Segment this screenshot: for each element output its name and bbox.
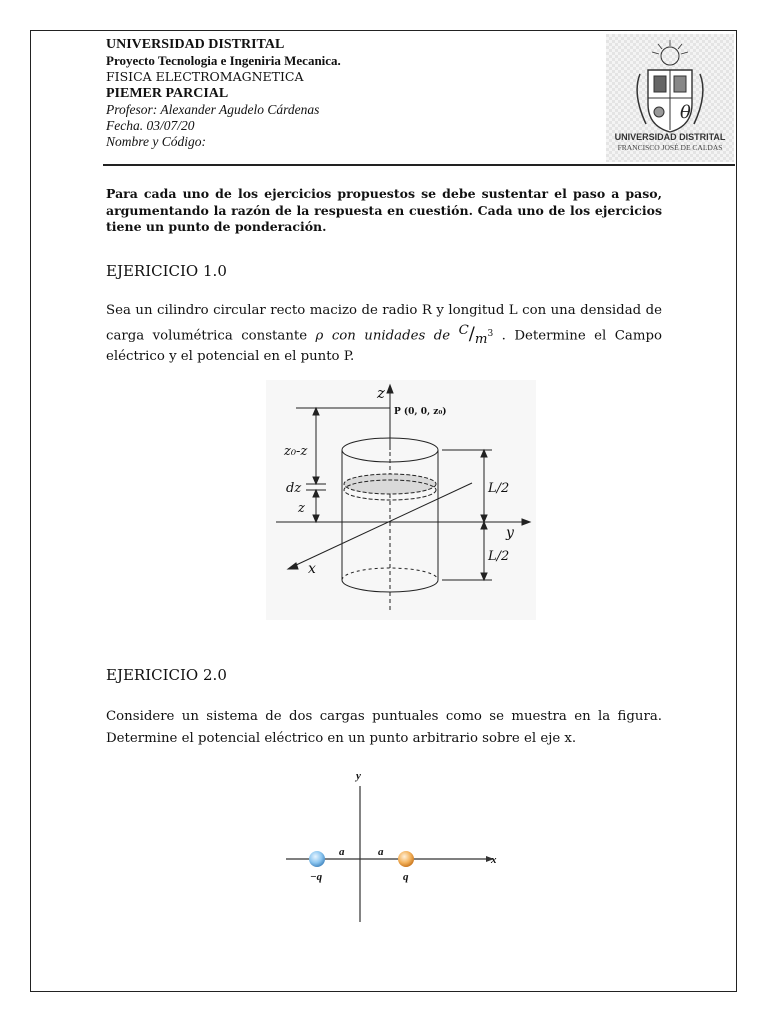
header-rule bbox=[103, 164, 735, 166]
fig1-label-z0z: z₀-z bbox=[284, 444, 308, 459]
cylinder-figure bbox=[266, 380, 536, 620]
units-exp: 3 bbox=[487, 328, 494, 339]
fig1-label-y: y bbox=[506, 525, 514, 541]
charges-figure bbox=[280, 770, 504, 930]
project-name: Proyecto Tecnologia e Ingeniria Mecanica. bbox=[106, 53, 341, 69]
course-name: FISICA ELECTROMAGNETICA bbox=[106, 69, 304, 85]
fig2-label-a-right: a bbox=[378, 846, 384, 858]
fig1-label-z: z bbox=[377, 384, 385, 402]
exercise1-title: EJERICICIO 1.0 bbox=[106, 262, 227, 280]
fig1-label-dz: dz bbox=[286, 481, 302, 496]
fig1-label-x: x bbox=[308, 561, 316, 577]
fig2-label-q: q bbox=[403, 871, 409, 883]
positive-charge bbox=[398, 851, 414, 867]
fig1-label-p: P (0, 0, z₀) bbox=[394, 407, 447, 417]
fig2-label-x: x bbox=[491, 854, 497, 866]
rho-units-text: ρ con unidades de bbox=[315, 327, 451, 343]
exercise2-statement: Considere un sistema de dos cargas puntuales como se muestra en la figura. Determine el potencial eléctrico en un punto arbitrario sobre el eje x. bbox=[106, 709, 662, 746]
fig1-label-l2-top: L/2 bbox=[488, 481, 510, 496]
negative-charge bbox=[309, 851, 325, 867]
name-code-line: Nombre y Código: bbox=[106, 134, 206, 150]
exam-name: PIEMER PARCIAL bbox=[106, 85, 229, 101]
document-header bbox=[106, 37, 341, 150]
fig2-label-a-left: a bbox=[339, 846, 345, 858]
units-m: m bbox=[474, 331, 488, 347]
logo-caldas-text: FRANCISCO JOSÉ DE CALDAS bbox=[617, 143, 723, 152]
svg-text:θ: θ bbox=[680, 102, 691, 123]
exercise2-title: EJERICICIO 2.0 bbox=[106, 666, 227, 684]
professor-line: Profesor: Alexander Agudelo Cárdenas bbox=[106, 101, 320, 117]
fig2-label-y: y bbox=[356, 770, 361, 782]
fig1-label-z-small: z bbox=[298, 501, 305, 516]
fig2-label-neg-q: −q bbox=[310, 871, 323, 883]
instructions-paragraph: Para cada uno de los ejercicios propuestos se debe sustentar el paso a paso, argumentando la razón de la respuesta en cuestión. Cada uno de los ejercicios tiene un punto de ponderación. bbox=[106, 186, 662, 234]
date-line: Fecha. 03/07/20 bbox=[106, 118, 195, 134]
university-name: UNIVERSIDAD DISTRITAL bbox=[106, 37, 285, 52]
exercise1-text-a: Sea un cilindro circular recto macizo de radio R y longitud L con una densidad de carga volumétrica constante bbox=[106, 303, 662, 343]
units-c: C bbox=[458, 322, 469, 338]
fig1-label-l2-bottom: L/2 bbox=[488, 549, 510, 564]
logo-university-text: UNIVERSIDAD DISTRITAL bbox=[614, 132, 726, 142]
exercise1-statement: Sea un cilindro circular recto macizo de radio R y longitud L con una densidad de carga volumétrica constante ρ con unidades de $C/m^3$ . Determine el Campo eléctrico y el potencial en el punto P. bbox=[106, 303, 662, 365]
exercise1-text-b: . Determine el Campo eléctrico y el potencial en el punto P. bbox=[106, 327, 662, 365]
